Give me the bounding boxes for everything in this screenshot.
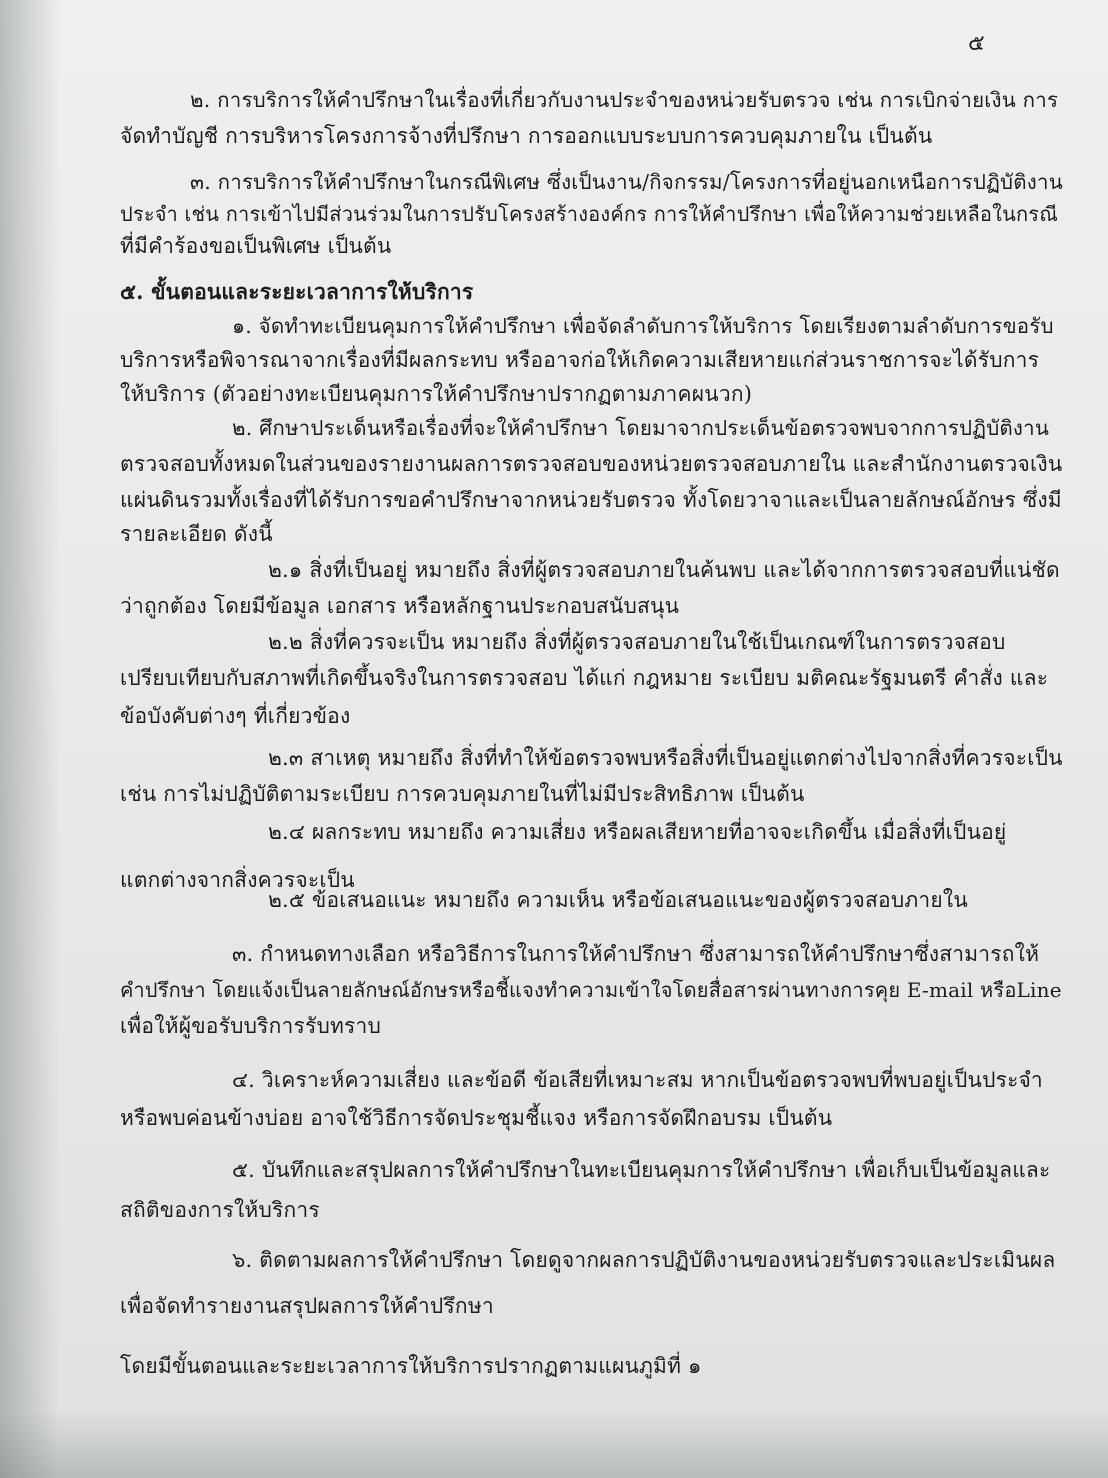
text-line: ๒. ศึกษาประเด็นหรือเรื่องที่จะให้คำปรึกษา โดยมาจากประเด็นข้อตรวจพบจากการปฏิบัติงาน [232, 416, 1050, 440]
text-line: ที่มีคำร้องขอเป็นพิเศษ เป็นต้น [120, 234, 392, 258]
text-line: ๒.๕ ข้อเสนอแนะ หมายถึง ความเห็น หรือข้อเสนอแนะของผู้ตรวจสอบภายใน [268, 888, 968, 912]
text-line: หรือพบค่อนข้างบ่อย อาจใช้วิธีการจัดประชุมชี้แจง หรือการจัดฝึกอบรม เป็นต้น [120, 1106, 833, 1130]
text-line: ๒.๓ สาเหตุ หมายถึง สิ่งที่ทำให้ข้อตรวจพบหรือสิ่งที่เป็นอยู่แตกต่างไปจากสิ่งที่ควรจะเป็น [268, 746, 1063, 770]
text-line: รายละเอียด ดังนี้ [120, 522, 273, 546]
text-line: บริการหรือพิจารณาจากเรื่องที่มีผลกระทบ หรืออาจก่อให้เกิดความเสียหายแก่ส่วนราชการจะได้รับการ [120, 348, 1040, 372]
page-number: ๕ [968, 31, 985, 56]
text-line: เปรียบเทียบกับสภาพที่เกิดขึ้นจริงในการตรวจสอบ ได้แก่ กฎหมาย ระเบียบ มติคณะรัฐมนตรี คำสั่ง และ [120, 666, 1049, 690]
text-line: ๓. กำหนดทางเลือก หรือวิธีการในการให้คำปรึกษา ซึ่งสามารถให้คำปรึกษาซึ่งสามารถให้ [232, 942, 1040, 966]
text-line: แผ่นดินรวมทั้งเรื่องที่ได้รับการขอคำปรึกษาจากหน่วยรับตรวจ ทั้งโดยวาจาและเป็นลายลักษณ์อักษร ซึ่งมี [120, 488, 1062, 512]
page-shadow-left [0, 0, 60, 1478]
text-line: ข้อบังคับต่างๆ ที่เกี่ยวข้อง [120, 704, 351, 728]
text-line: ๒.๔ ผลกระทบ หมายถึง ความเสี่ยง หรือผลเสียหายที่อาจจะเกิดขึ้น เมื่อสิ่งที่เป็นอยู่ [268, 820, 1007, 844]
text-line: เช่น การไม่ปฏิบัติตามระเบียบ การควบคุมภายในที่ไม่มีประสิทธิภาพ เป็นต้น [120, 782, 805, 806]
text-line: เพื่อให้ผู้ขอรับบริการรับทราบ [120, 1014, 382, 1038]
text-line: ๔. วิเคราะห์ความเสี่ยง และข้อดี ข้อเสียที่เหมาะสม หากเป็นข้อตรวจพบที่พบอยู่เป็นประจำ [232, 1068, 1043, 1092]
section-heading: ๕. ขั้นตอนและระยะเวลาการให้บริการ [120, 279, 474, 304]
text-line: โดยมีขั้นตอนและระยะเวลาการให้บริการปรากฏตามแผนภูมิที่ ๑ [120, 1354, 702, 1378]
text-line: ตรวจสอบทั้งหมดในส่วนของรายงานผลการตรวจสอบของหน่วยตรวจสอบภายใน และสำนักงานตรวจเงิน [120, 452, 1063, 476]
page-shadow-bottom [0, 1408, 1108, 1478]
text-line: ๓. การบริการให้คำปรึกษาในกรณีพิเศษ ซึ่งเป็นงาน/กิจกรรม/โครงการที่อยู่นอกเหนือการปฏิบัติงาน [190, 170, 1063, 194]
text-line: สถิติของการให้บริการ [120, 1198, 320, 1222]
text-line: ประจำ เช่น การเข้าไปมีส่วนร่วมในการปรับโครงสร้างองค์กร การให้คำปรึกษา เพื่อให้ความช่วยเหลือในกรณี [120, 202, 1058, 226]
text-line: ๑. จัดทำทะเบียนคุมการให้คำปรึกษา เพื่อจัดลำดับการให้บริการ โดยเรียงตามลำดับการขอรับ [232, 314, 1054, 338]
text-line: จัดทำบัญชี การบริหารโครงการจ้างที่ปรึกษา การออกแบบระบบการควบคุมภายใน เป็นต้น [120, 124, 933, 148]
text-line: ๖. ติดตามผลการให้คำปรึกษา โดยดูจากผลการปฏิบัติงานของหน่วยรับตรวจและประเมินผล [232, 1248, 1056, 1272]
text-line: คำปรึกษา โดยแจ้งเป็นลายลักษณ์อักษรหรือชี้แจงทำความเข้าใจโดยสื่อสารผ่านทางการคุย E-mail หรือLine [120, 978, 1062, 1002]
text-line: แตกต่างจากสิ่งควรจะเป็น [120, 868, 355, 892]
text-line: ๒. การบริการให้คำปรึกษาในเรื่องที่เกี่ยวกับงานประจำของหน่วยรับตรวจ เช่น การเบิกจ่ายเงิน การ [190, 88, 1059, 112]
text-line: ๒.๑ สิ่งที่เป็นอยู่ หมายถึง สิ่งที่ผู้ตรวจสอบภายในค้นพบ และได้จากการตรวจสอบที่แน่ชัด [268, 558, 1060, 582]
text-line: ว่าถูกต้อง โดยมีข้อมูล เอกสาร หรือหลักฐานประกอบสนับสนุน [120, 594, 680, 618]
text-line: ๕. บันทึกและสรุปผลการให้คำปรึกษาในทะเบียนคุมการให้คำปรึกษา เพื่อเก็บเป็นข้อมูลและ [232, 1158, 1051, 1182]
text-line: ให้บริการ (ตัวอย่างทะเบียนคุมการให้คำปรึกษาปรากฏตามภาคผนวก) [120, 382, 753, 406]
text-line: ๒.๒ สิ่งที่ควรจะเป็น หมายถึง สิ่งที่ผู้ตรวจสอบภายในใช้เป็นเกณฑ์ในการตรวจสอบ [268, 630, 1006, 654]
text-line: เพื่อจัดทำรายงานสรุปผลการให้คำปรึกษา [120, 1294, 494, 1318]
